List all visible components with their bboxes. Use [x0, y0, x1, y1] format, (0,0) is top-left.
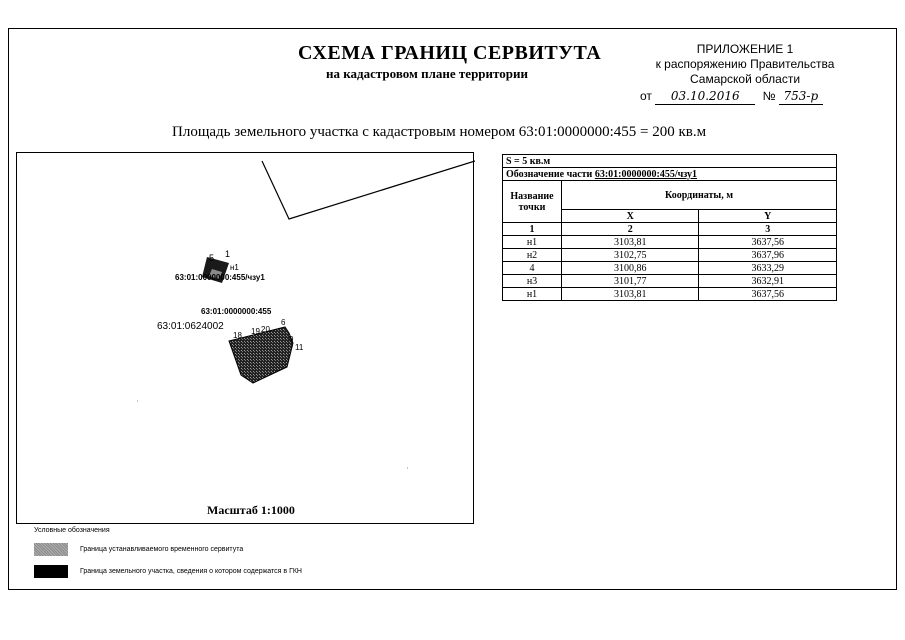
legend-label-parcel: Граница земельного участка, сведения о котором содержатся в ГКН	[80, 568, 302, 575]
point-label-n1: н1	[230, 263, 239, 272]
from-label: от	[640, 89, 652, 103]
point-name: н3	[503, 275, 562, 288]
legend-caption: Условные обозначения	[34, 527, 110, 534]
document-title: СХЕМА ГРАНИЦ СЕРВИТУТА	[298, 42, 602, 64]
coord-y: 3633,29	[699, 262, 837, 275]
number-label: №	[762, 89, 776, 103]
coord-x: 3103,81	[562, 236, 699, 249]
part-designation-value: 63:01:0000000:455/чзу1	[594, 168, 698, 180]
point-name: н1	[503, 288, 562, 301]
point-name: н2	[503, 249, 562, 262]
legend-swatch-parcel	[34, 565, 68, 578]
area-statement: Площадь земельного участка с кадастровым номером 63:01:0000000:455 = 200 кв.м	[172, 124, 707, 140]
appendix-date-line	[640, 89, 850, 105]
appendix-line-3: Самарской области	[689, 72, 801, 86]
part-designation-label: Обозначение части	[506, 168, 593, 180]
quarter-boundary-line	[262, 161, 475, 219]
coord-y: 3637,56	[699, 236, 837, 249]
coord-x: 3102,75	[562, 249, 699, 262]
point-label-5: 5	[209, 253, 215, 263]
point-label-9: 9	[289, 335, 294, 344]
decree-number: 753-р	[779, 89, 823, 105]
table-row	[503, 236, 837, 249]
legend-label-easement: Граница устанавливаемого временного сервитута	[80, 546, 244, 553]
quarter-label: 63:01:0624002	[157, 321, 224, 332]
parcel-label: 63:01:0000000:455	[201, 307, 272, 316]
point-label-11: 11	[295, 343, 304, 352]
map-scale: Масштаб 1:1000	[207, 503, 295, 517]
point-name: 4	[503, 262, 562, 275]
coord-y: 3637,96	[699, 249, 837, 262]
col-num-3: 3	[699, 223, 837, 236]
table-row	[503, 249, 837, 262]
table-row	[503, 288, 837, 301]
map-drawing	[17, 153, 475, 525]
point-label-1: 1	[225, 249, 231, 259]
decree-date: 03.10.2016	[655, 89, 755, 105]
easement-part-label: 63:01:0000000:455/чзу1	[175, 273, 265, 282]
col-point-header: Название точки	[503, 181, 562, 223]
appendix-line-2: к распоряжению Правительства	[655, 57, 835, 71]
point-label-6: 6	[281, 318, 286, 327]
col-coords-header: Координаты, м	[562, 181, 837, 210]
col-num-2: 2	[562, 223, 699, 236]
point-label-19: 19	[251, 327, 260, 336]
coord-x: 3100,86	[562, 262, 699, 275]
table-row	[503, 275, 837, 288]
coord-y: 3632,91	[699, 275, 837, 288]
point-name: н1	[503, 236, 562, 249]
point-label-18: 18	[233, 331, 242, 340]
col-y-header: Y	[699, 210, 837, 223]
coord-x: 3103,81	[562, 288, 699, 301]
easement-area: S = 5 кв.м	[503, 155, 837, 168]
col-x-header: X	[562, 210, 699, 223]
table-row	[503, 262, 837, 275]
legend-swatch-easement	[34, 543, 68, 556]
appendix-block	[640, 42, 850, 105]
col-num-1: 1	[503, 223, 562, 236]
document-subtitle: на кадастровом плане территории	[326, 66, 528, 81]
coord-y: 3637,56	[699, 288, 837, 301]
cadastral-map	[16, 152, 474, 524]
coord-x: 3101,77	[562, 275, 699, 288]
coordinates-table	[502, 154, 837, 301]
part-designation	[503, 168, 837, 181]
point-label-20: 20	[261, 325, 270, 334]
appendix-heading: ПРИЛОЖЕНИЕ 1	[696, 42, 794, 56]
